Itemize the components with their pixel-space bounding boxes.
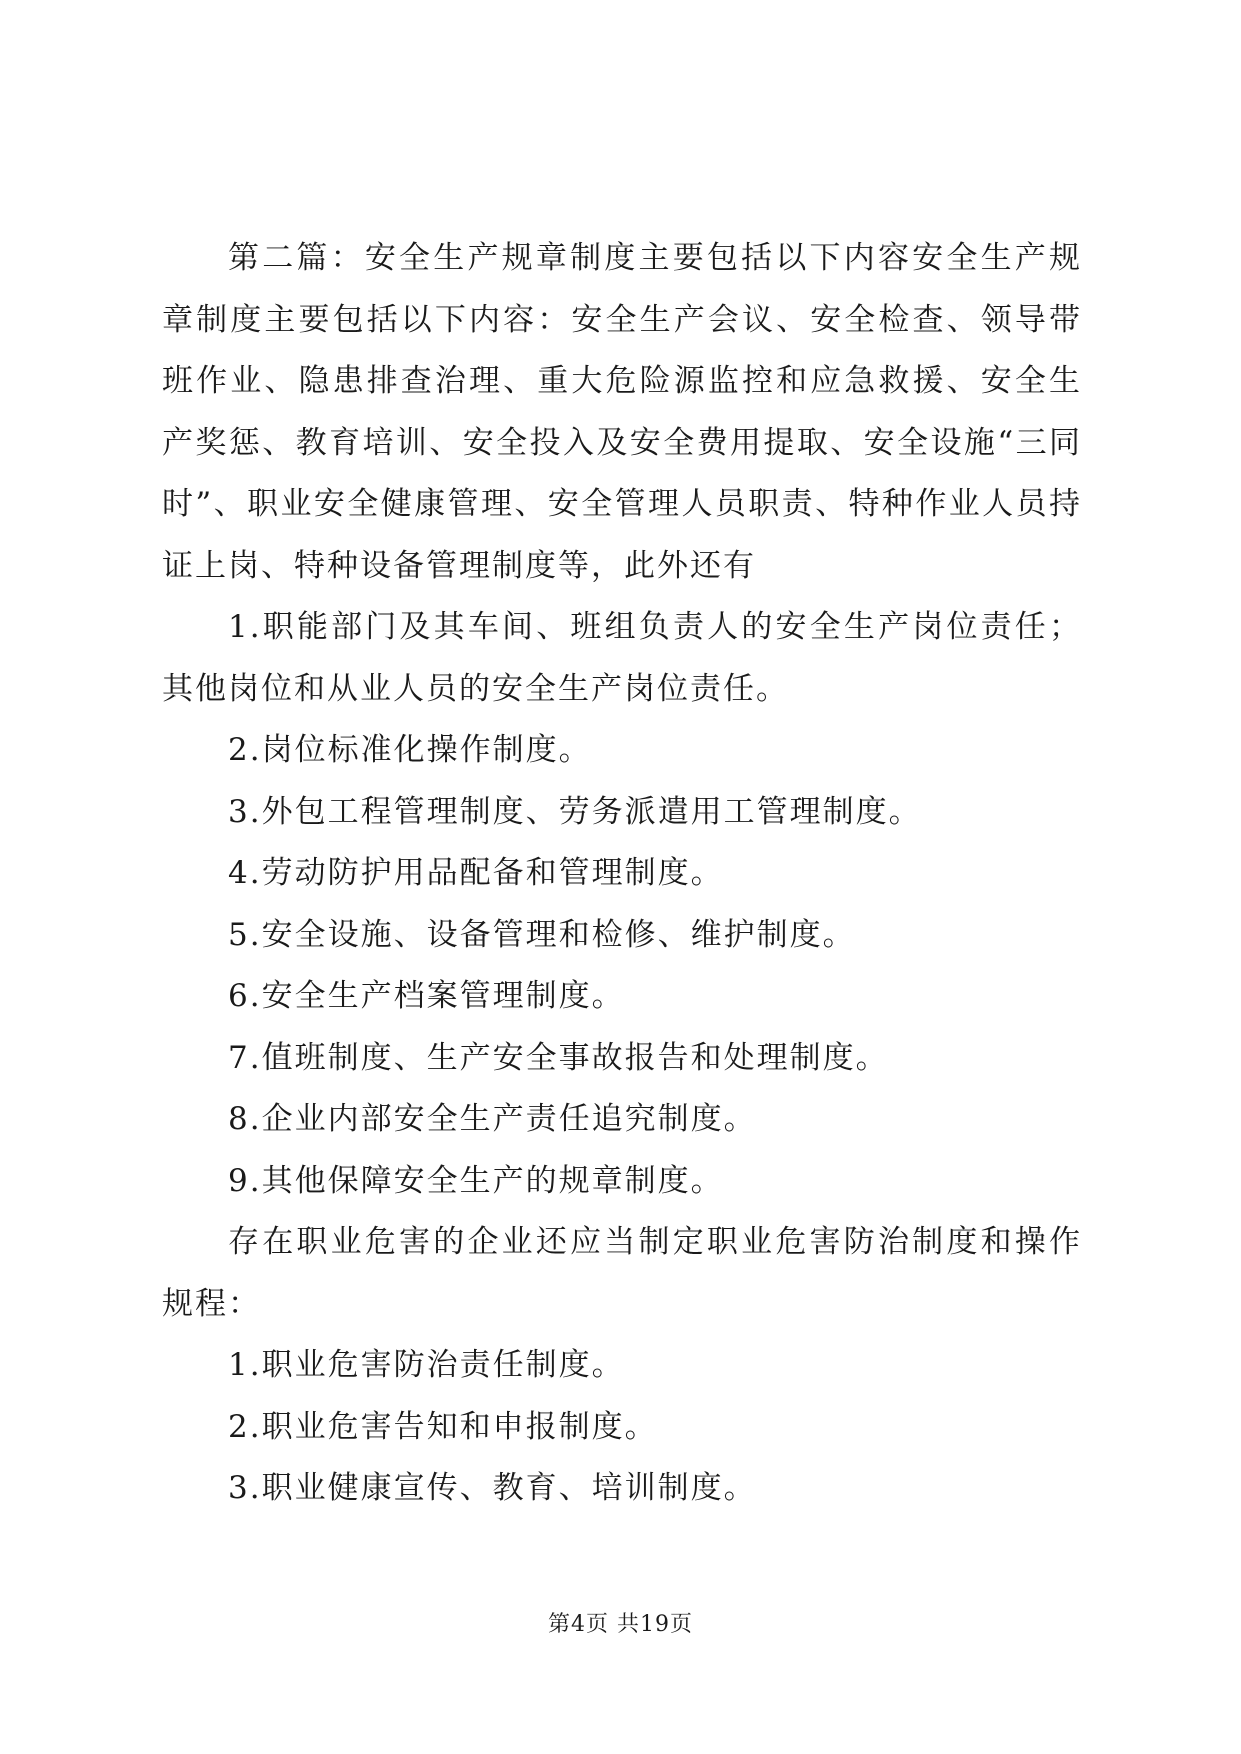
list-item-4: 4.劳动防护用品配备和管理制度。 xyxy=(228,855,724,891)
document-body xyxy=(162,228,1082,1520)
page-number-footer: 第4页 共19页 xyxy=(548,1612,693,1637)
list-item-9: 9.其他保障安全生产的规章制度。 xyxy=(228,1162,724,1199)
list-item-3: 3.外包工程管理制度、劳务派遣用工管理制度。 xyxy=(228,793,922,830)
list-item-8: 8.企业内部安全生产责任追究制度。 xyxy=(228,1101,757,1137)
list-item-2: 2.岗位标准化操作制度。 xyxy=(228,732,592,768)
list-item-7: 7.值班制度、生产安全事故报告和处理制度。 xyxy=(228,1039,889,1076)
list-item-6: 6.安全生产档案管理制度。 xyxy=(228,978,625,1014)
occupational-item-3: 3.职业健康宣传、教育、培训制度。 xyxy=(228,1470,757,1506)
list-item-1: 1.职能部门及其车间、班组负责人的安全生产岗位责任；其他岗位和从业人员的安全生产岗位责任。 xyxy=(162,609,1082,707)
occupational-item-1: 1.职业危害防治责任制度。 xyxy=(228,1347,625,1383)
list-item-5: 5.安全设施、设备管理和检修、维护制度。 xyxy=(228,916,856,953)
paragraph-occupational: 存在职业危害的企业还应当制定职业危害防治制度和操作规程： xyxy=(162,1224,1082,1322)
occupational-item-2: 2.职业危害告知和申报制度。 xyxy=(228,1408,658,1445)
paragraph-intro: 第二篇：安全生产规章制度主要包括以下内容安全生产规章制度主要包括以下内容：安全生产会议、安全检查、领导带班作业、隐患排查治理、重大危险源监控和应急救援、安全生产奖惩、教育培训、安全投入及安全费用提取、安全设施“三同时”、职业安全健康管理、安全管理人员职责、特种作业人员持证上岗、特种设备管理制度等，此外还有 xyxy=(162,240,1082,584)
